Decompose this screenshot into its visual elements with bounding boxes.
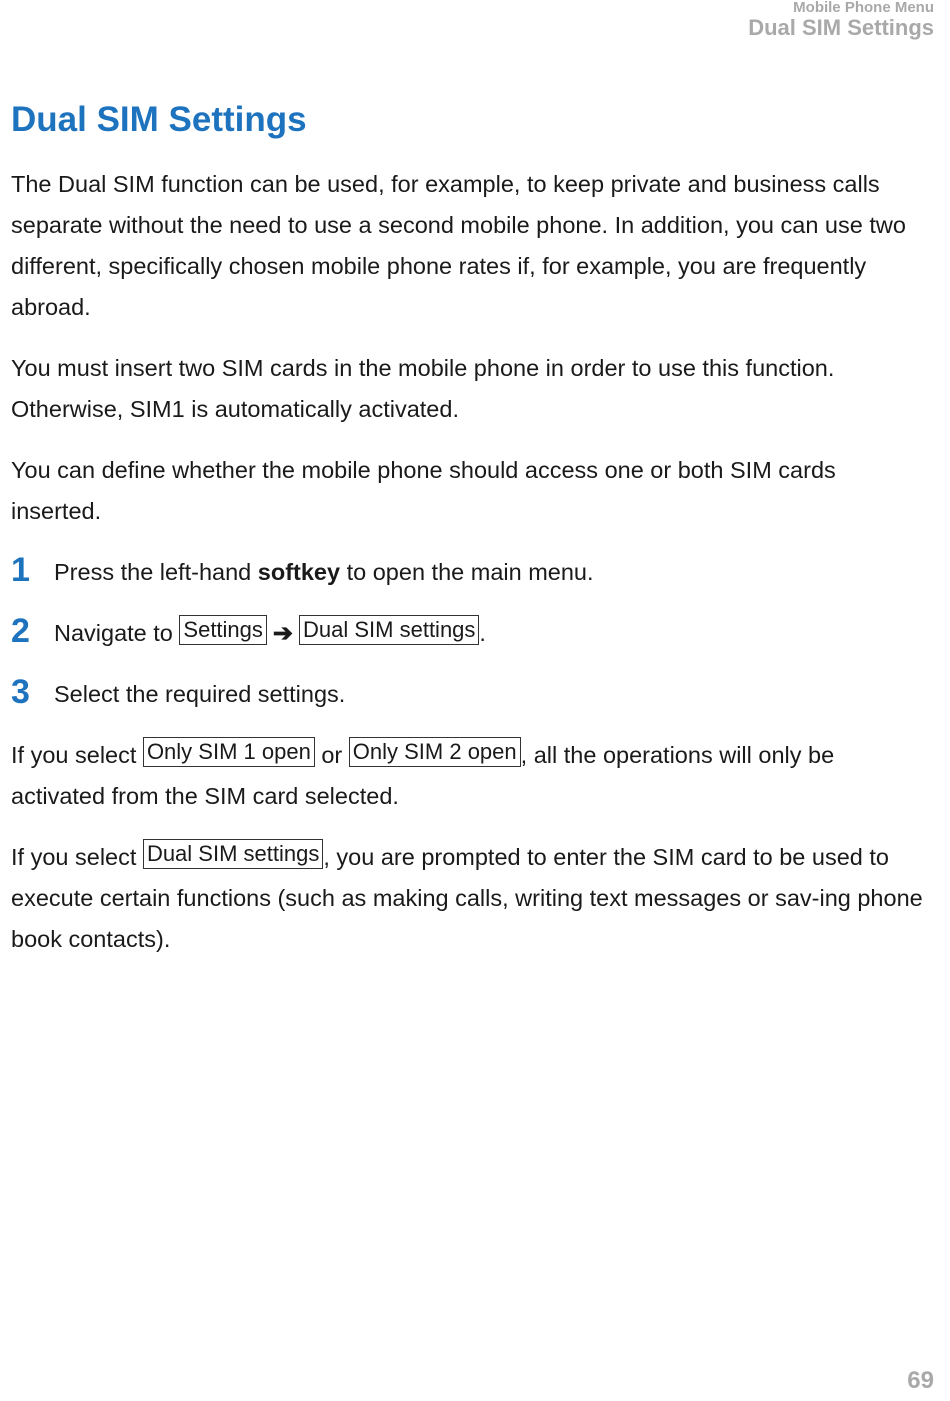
define-paragraph: You can define whether the mobile phone should access one or both SIM cards inserted. <box>11 457 836 524</box>
paragraph-text: , all the operations will only be activated from the SIM card selected. <box>11 742 835 809</box>
select-dual-paragraph <box>11 837 931 960</box>
step-number: 2 <box>11 612 30 650</box>
arrow-right-icon: ➔ <box>272 620 294 647</box>
header-chapter: Mobile Phone Menu <box>793 0 934 16</box>
paragraph-text: If you select <box>11 742 143 768</box>
step-number: 1 <box>11 551 30 589</box>
requirement-paragraph: You must insert two SIM cards in the mobile phone in order to use this function. Otherwise, SIM1 is automatically activated. <box>11 355 835 422</box>
paragraph-text: , you are prompted to enter the SIM card to be used to execute certain functions (such as making calls, writing text messages or sav-ing phone book contacts). <box>11 844 923 952</box>
step-2 <box>11 613 931 654</box>
menu-key-settings: Settings <box>179 615 267 645</box>
step-1 <box>11 552 931 593</box>
page-number: 69 <box>907 1367 934 1394</box>
step-3 <box>11 674 931 715</box>
page-title: Dual SIM Settings <box>11 100 307 139</box>
select-only-paragraph <box>11 735 931 817</box>
menu-key-dual-sim-settings: Dual SIM settings <box>299 615 479 645</box>
step-text: Press the left-hand <box>54 559 258 585</box>
paragraph-text: or <box>314 742 349 768</box>
paragraph-text: If you select <box>11 844 143 870</box>
step-text: Select the required settings. <box>54 681 346 707</box>
menu-key-only-sim-2: Only SIM 2 open <box>349 737 521 767</box>
step-number: 3 <box>11 673 30 711</box>
running-header <box>748 0 934 40</box>
menu-key-only-sim-1: Only SIM 1 open <box>143 737 315 767</box>
step-text: to open the main menu. <box>340 559 594 585</box>
menu-key-dual-sim-settings: Dual SIM settings <box>143 839 323 869</box>
softkey-term: softkey <box>257 559 341 585</box>
page-content <box>11 164 931 980</box>
intro-paragraph: The Dual SIM function can be used, for example, to keep private and business calls separate without the need to use a second mobile phone. In addition, you can use two different, specifically chosen mobile phone rates if, for example, you are frequently abroad. <box>11 171 906 320</box>
step-text: . <box>479 620 486 646</box>
header-section: Dual SIM Settings <box>748 15 934 40</box>
step-text: Navigate to <box>54 620 180 646</box>
